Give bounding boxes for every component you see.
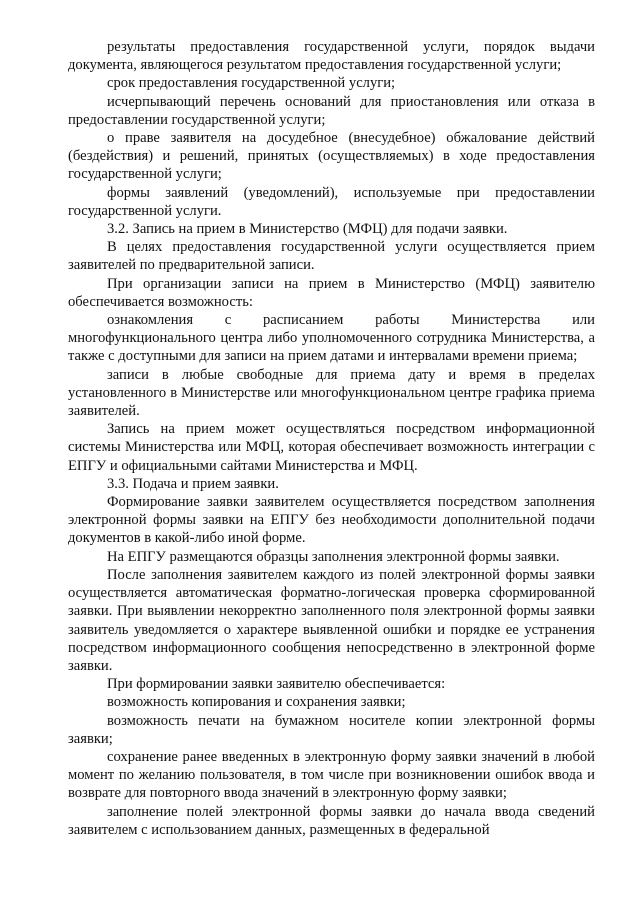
paragraph: срок предоставления государственной услуги; <box>107 75 396 92</box>
paragraph: На ЕПГУ размещаются образцы заполнения электронной формы заявки. <box>107 548 560 565</box>
paragraph: После заполнения заявителем каждого из полей электронной формы заявки осуществляется автоматическая форматно-логическая проверка сформированной заявки. При выявлении некорректно заполненного поля электронной формы заявки заявитель уведомляется о характере выявленной ошибки и порядке ее устранения посредством информационного сообщения непосредственно в электронной форме заявки. <box>68 566 595 674</box>
paragraph: заполнение полей электронной формы заявки до начала ввода сведений заявителем с использованием данных, размещенных в федеральной <box>68 803 595 838</box>
paragraph: формы заявлений (уведомлений), используемые при предоставлении государственной услуги. <box>68 184 595 219</box>
paragraph: записи в любые свободные для приема дату и время в пределах установленного в Министерстве или многофункциональном центре графика приема заявителей. <box>68 366 595 420</box>
paragraph: ознакомления с расписанием работы Министерства или многофункционального центра либо уполномоченного сотрудника Министерства, а также с доступными для записи на прием датами и интервалами времени приема; <box>68 312 595 365</box>
paragraph: возможность печати на бумажном носителе копии электронной формы заявки; <box>68 712 595 747</box>
paragraph: При формировании заявки заявителю обеспечивается: <box>107 676 446 693</box>
paragraph: сохранение ранее введенных в электронную форму заявки значений в любой момент по желанию пользователя, в том числе при возникновении ошибок ввода и возврате для повторного ввода значений в электронную форму заявки; <box>68 748 595 802</box>
document-page <box>68 38 595 839</box>
paragraph: При организации записи на прием в Министерство (МФЦ) заявителю обеспечивается возможность: <box>68 275 595 310</box>
paragraph: исчерпывающий перечень оснований для приостановления или отказа в предоставлении государственной услуги; <box>68 93 595 128</box>
section-heading: 3.2. Запись на прием в Министерство (МФЦ) для подачи заявки. <box>107 221 508 238</box>
paragraph: Запись на прием может осуществляться посредством информационной системы Министерства или МФЦ, которая обеспечивает возможность интеграции с ЕПГУ и официальными сайтами Министерства и МФЦ. <box>68 421 595 474</box>
section-heading: 3.3. Подача и прием заявки. <box>107 475 279 492</box>
paragraph: возможность копирования и сохранения заявки; <box>107 694 406 711</box>
paragraph: о праве заявителя на досудебное (внесудебное) обжалование действий (бездействия) и решений, принятых (осуществляемых) в ходе предоставления государственной услуги; <box>68 130 595 183</box>
paragraph: В целях предоставления государственной услуги осуществляется прием заявителей по предварительной записи. <box>68 239 595 274</box>
paragraph: результаты предоставления государственной услуги, порядок выдачи документа, являющегося результатом предоставления государственной услуги; <box>68 39 595 74</box>
paragraph: Формирование заявки заявителем осуществляется посредством заполнения электронной формы заявки на ЕПГУ без необходимости дополнительной подачи документов в какой-либо иной форме. <box>68 494 595 547</box>
